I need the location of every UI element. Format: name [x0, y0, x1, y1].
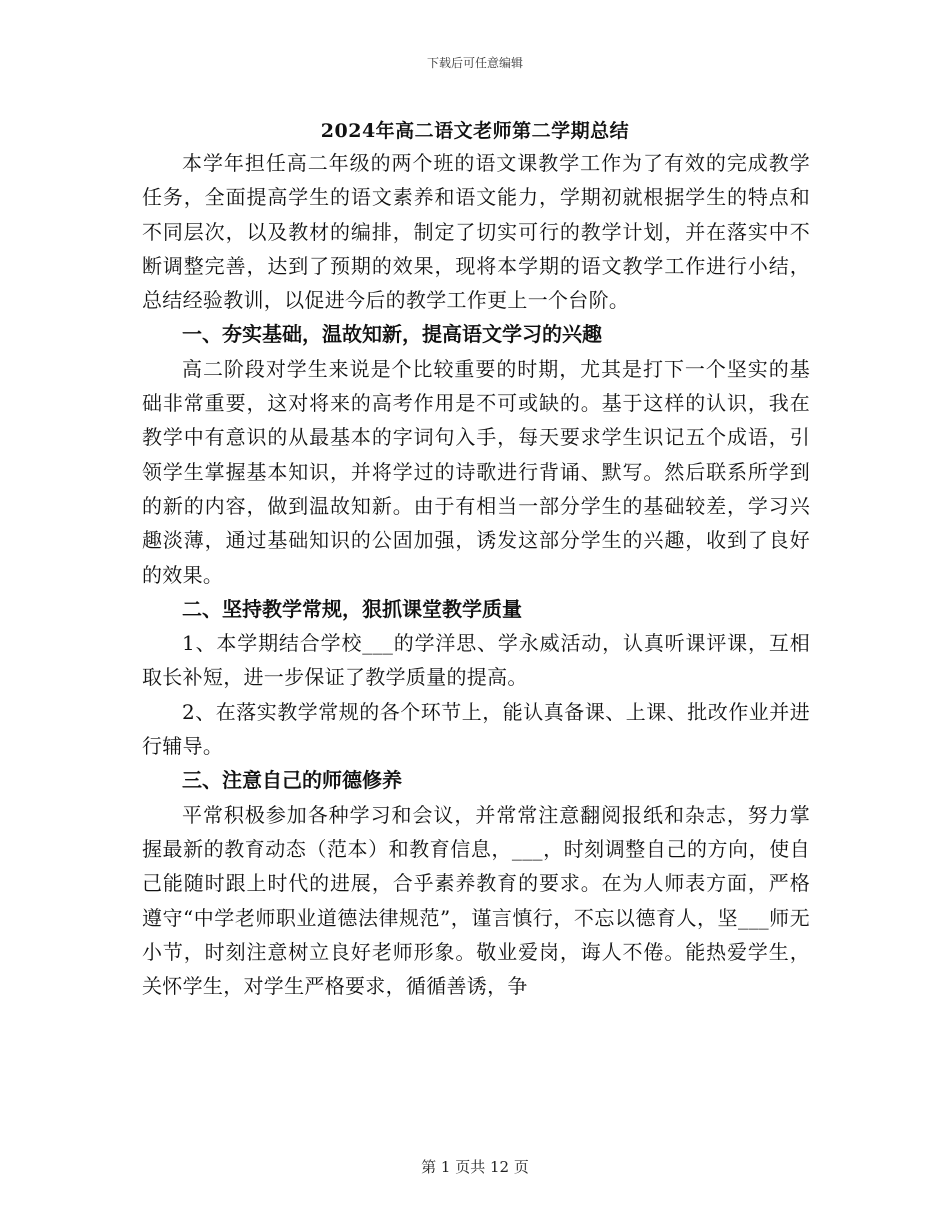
- paragraph-section-2-item-2: 2、在落实教学常规的各个环节上，能认真备课、上课、批改作业并进行辅导。: [142, 699, 810, 759]
- document-body: [142, 146, 810, 1003]
- page-footer: 第 1 页共 12 页: [421, 1158, 529, 1176]
- section-heading-1: 一、夯实基础，温故知新，提高语文学习的兴趣: [182, 322, 602, 347]
- paragraph-section-3: 平常积极参加各种学习和会议，并常常注意翻阅报纸和杂志，努力掌握最新的教育动态（范本）和教育信息，___，时刻调整自己的方向，使自己能随时跟上时代的进展，合乎素养教育的要求。在为人师表方面，严格遵守“中学老师职业道德法律规范”，谨言慎行，不忘以德育人，坚___师无小节，时刻注意树立良好老师形象。敬业爱岗，诲人不倦。能热爱学生，关怀学生，对学生严格要求，循循善诱，争: [142, 802, 810, 999]
- document-title: 2024年高二语文老师第二学期总结: [320, 120, 630, 142]
- paragraph-section-2-item-1: 1、本学期结合学校___的学洋思、学永威活动，认真听课评课，互相取长补短，进一步保证了教学质量的提高。: [142, 631, 810, 690]
- section-heading-2: 二、坚持教学常规，狠抓课堂教学质量: [182, 596, 522, 621]
- paragraph-section-1: 高二阶段对学生来说是个比较重要的时期，尤其是打下一个坚实的基础非常重要，这对将来的高考作用是不可或缺的。基于这样的认识，我在教学中有意识的从最基本的字词句入手，每天要求学生识记五个成语，引领学生掌握基本知识，并将学过的诗歌进行背诵、默写。然后联系所学到的新的内容，做到温故知新。由于有相当一部分学生的基础较差，学习兴趣淡薄，通过基础知识的公固加强，诱发这部分学生的兴趣，收到了良好的效果。: [142, 356, 810, 587]
- section-heading-3: 三、注意自己的师德修养: [182, 768, 402, 793]
- page-header: 下载后可任意编辑: [426, 56, 523, 70]
- paragraph-intro: 本学年担任高二年级的两个班的语文课教学工作为了有效的完成教学任务，全面提高学生的语文素养和语文能力，学期初就根据学生的特点和不同层次，以及教材的编排，制定了切实可行的教学计划，并在落实中不断调整完善，达到了预期的效果，现将本学期的语文教学工作进行小结，总结经验教训，以促进今后的教学工作更上一个台阶。: [142, 151, 810, 313]
